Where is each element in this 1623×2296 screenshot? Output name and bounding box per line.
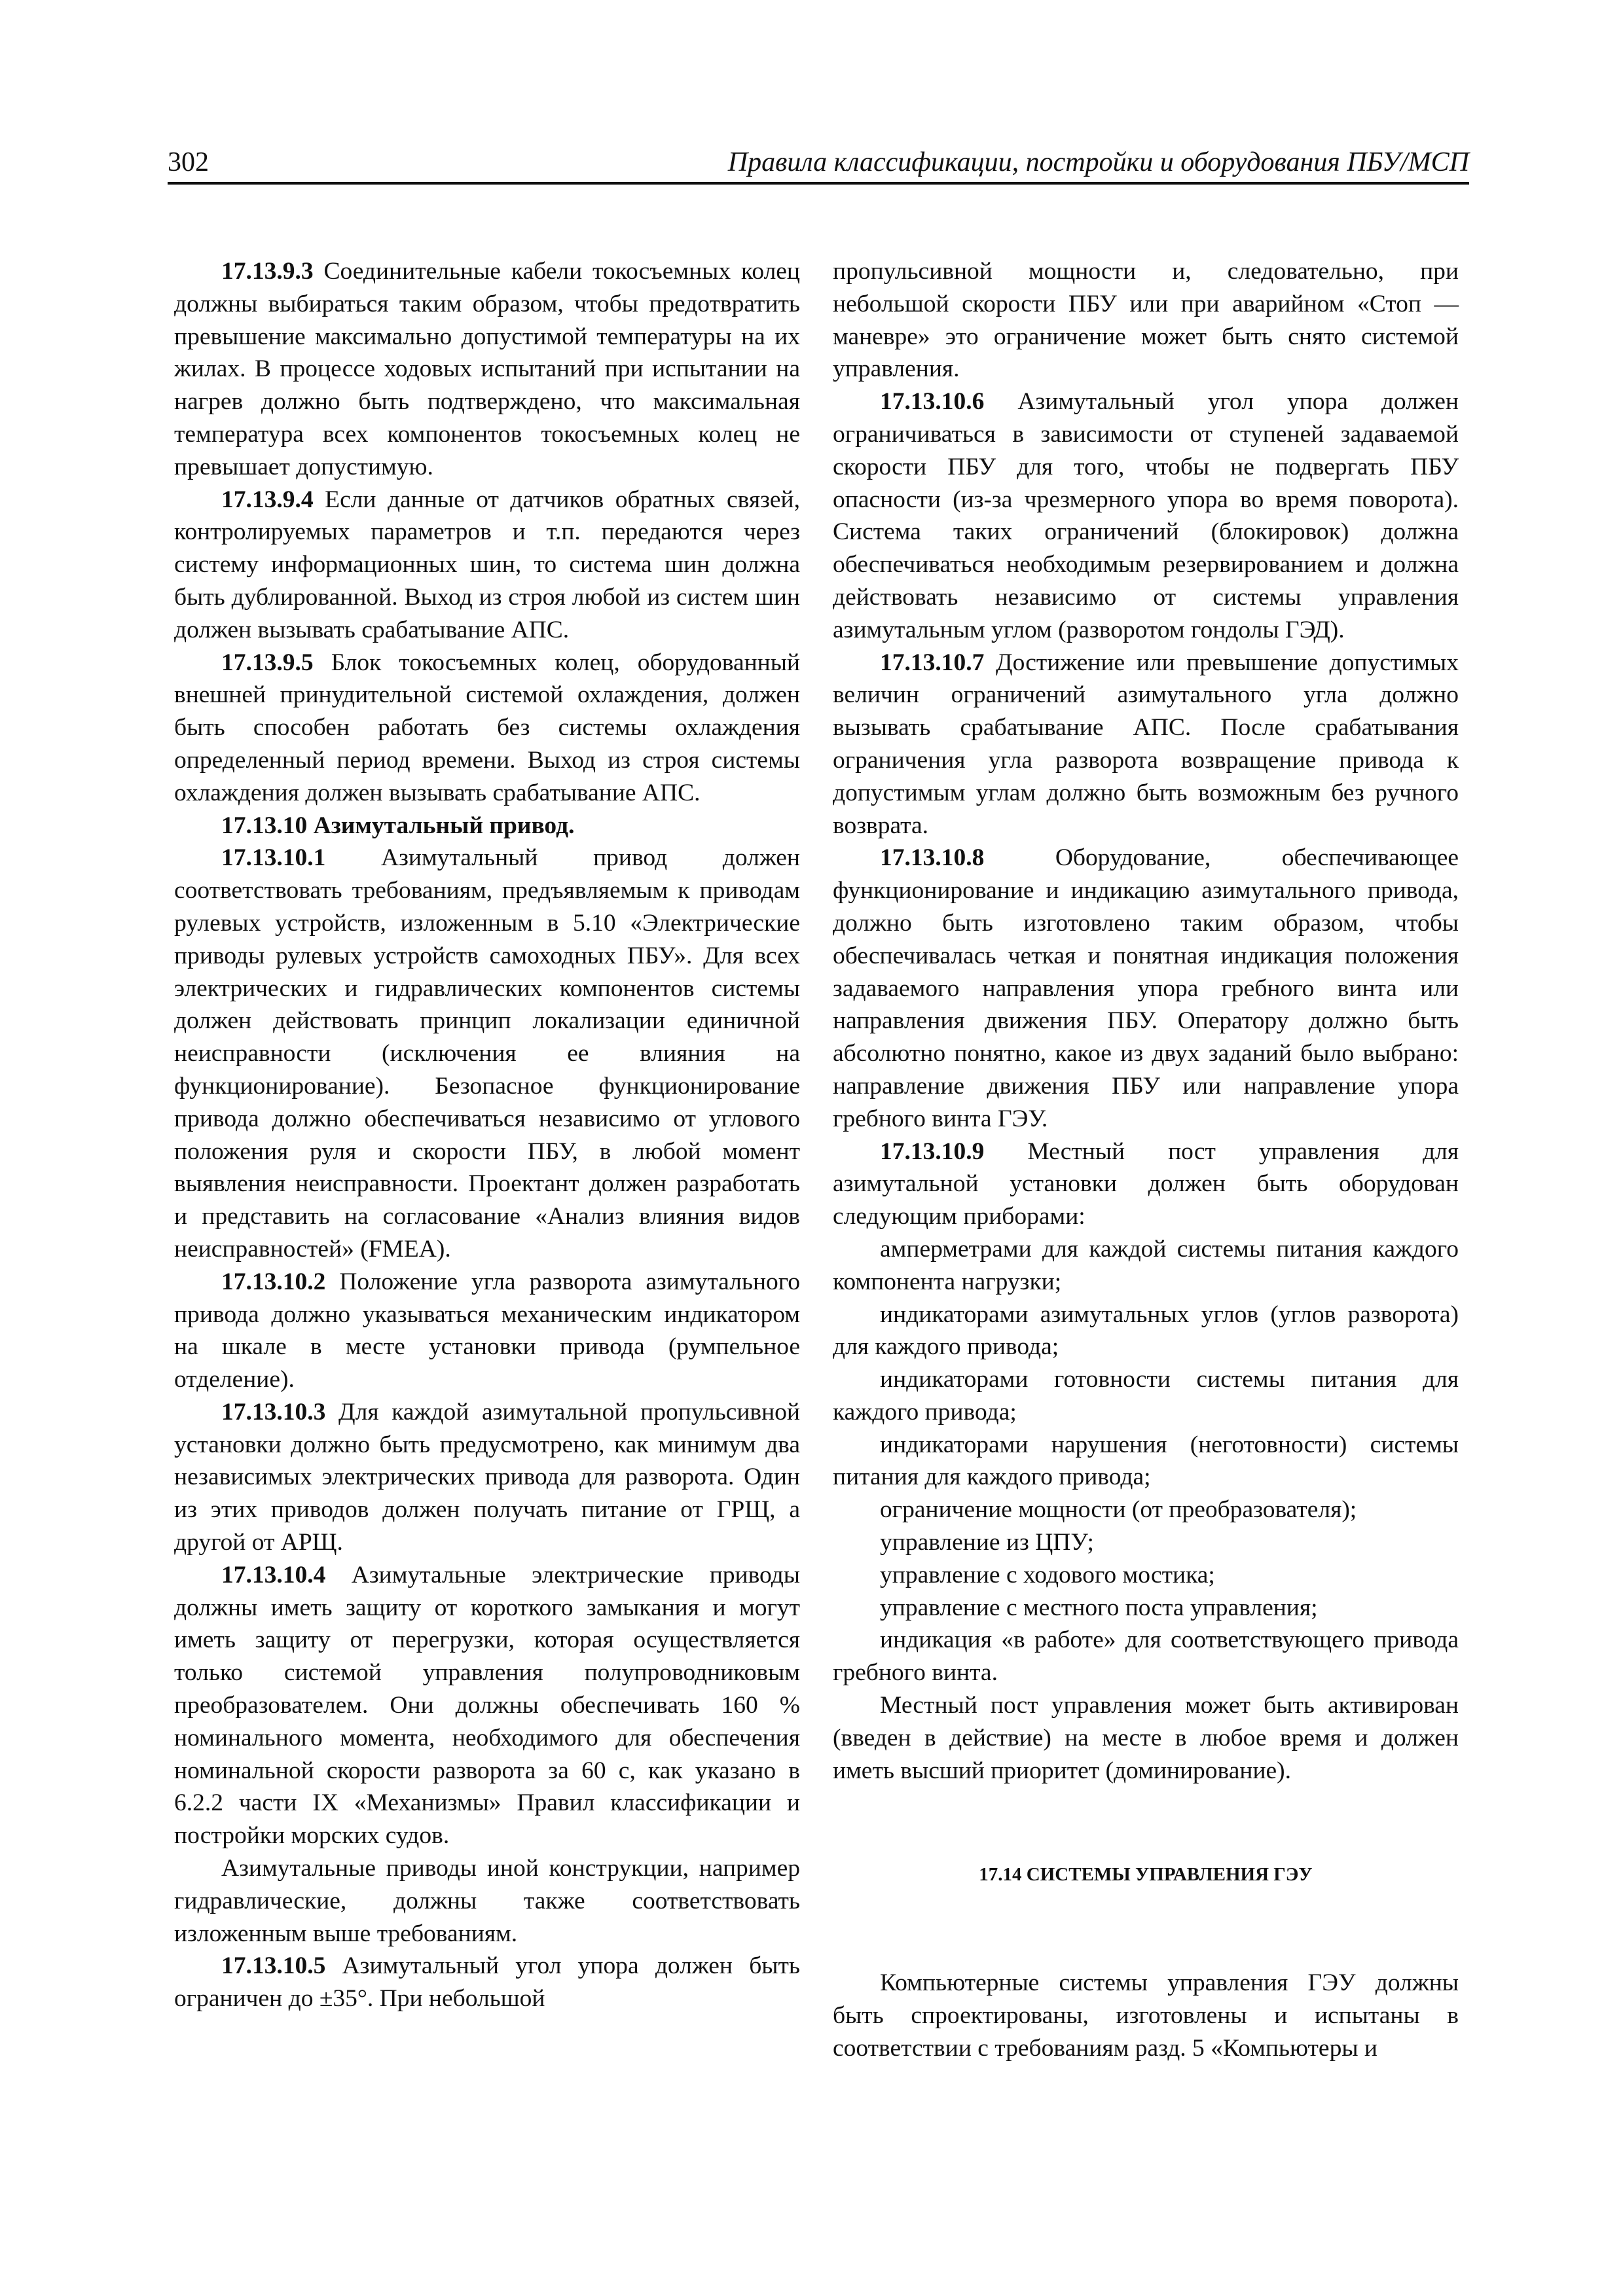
clause-number: 17.13.10.9: [880, 1138, 985, 1165]
clause-number: 17.13.10.6: [880, 388, 985, 416]
paragraph: Местный пост управления может быть активирован (введен в действие) на месте в любое время и должен иметь высший приоритет (доминирование).: [833, 1692, 1459, 1784]
running-title: Правила классификации, постройки и оборудования ПБУ/МСП: [727, 147, 1469, 177]
list-item: управление с местного поста управления;: [880, 1594, 1318, 1621]
page-number: 302: [168, 147, 209, 177]
clause-number: 17.13.10.3: [221, 1398, 326, 1426]
list-item: амперметрами для каждой системы питания каждого компонента нагрузки;: [833, 1235, 1459, 1295]
paragraph: 17.13.10.3 Для каждой азимутальной пропульсивной установки должно быть предусмотрено, как минимум два независимых электрических привода для разворота. Один из этих приводов должен получать питание от ГРЩ, а другой от АРЩ.: [174, 1398, 800, 1556]
paragraph: 17.13.10.2 Положение угла разворота азимутального привода должно указываться механическим индикатором на шкале в месте установки привода (румпельное отделение).: [174, 1268, 800, 1393]
paragraph: 17.13.9.4 Если данные от датчиков обратных связей, контролируемых параметров и т.п. передаются через систему информационных шин, то система шин должна быть дублированной. Выход из строя любой из систем шин должен вызывать срабатывание АПС.: [174, 486, 800, 643]
clause-number: 17.13.10.8: [880, 844, 985, 872]
paragraph: 17.13.9.3 Соединительные кабели токосъемных колец должны выбираться таким образом, чтобы предотвратить превышение максимально допустимой температуры на их жилах. В процессе ходовых испытаний при испытании на нагрев должно быть подтверждено, что максимальная температура всех компонентов токосъемных колец не превышает допустимую.: [174, 258, 800, 480]
list-item: индикаторами готовности системы питания для каждого привода;: [833, 1366, 1459, 1426]
clause-number: 17.13.10.4: [221, 1561, 326, 1588]
clause-number: 17.13.10.2: [221, 1268, 326, 1295]
clause-number: 17.13.10.7: [880, 649, 985, 676]
clause-number: 17.13.10.5: [221, 1952, 326, 1980]
paragraph: 17.13.10.4 Азимутальные электрические приводы должны иметь защиту от короткого замыкания и могут иметь защиту от перегрузки, которая осуществляется только системой управления полупроводниковым преобразователем. Они должны обеспечивать 160 % номинального момента, необходимого для обеспечения номинальной скорости разворота за 60 с, как указано в 6.2.2 части IX «Механизмы» Правил классификации и постройки морских судов.: [174, 1561, 800, 1850]
clause-number: 17.13.9.3: [221, 258, 314, 285]
list-item: индикация «в работе» для соответствующего привода гребного винта.: [833, 1626, 1459, 1687]
paragraph: 17.13.10.7 Достижение или превышение допустимых величин ограничений азимутального угла должно вызывать срабатывание АПС. После срабатывания ограничения угла разворота возвращение привода к допустимым углам должно быть возможным без ручного возврата.: [833, 649, 1459, 839]
paragraph: 17.13.10.5 Азимутальный угол упора должен быть ограничен до ±35°. При небольшой: [174, 1952, 800, 2013]
clause-number: 17.13.9.5: [221, 649, 314, 676]
paragraph: Компьютерные системы управления ГЭУ должны быть спроектированы, изготовлены и испытаны в соответствии с требованиям разд. 5 «Компьютеры и: [833, 1969, 1459, 2062]
paragraph: Азимутальные приводы иной конструкции, например гидравлические, должны также соответствовать изложенным выше требованиям.: [174, 1855, 800, 1947]
paragraph: пропульсивной мощности и, следовательно, при небольшой скорости ПБУ или при аварийном «Стоп — маневре» это ограничение может быть снято системой управления.: [833, 258, 1459, 383]
clause-number: 17.13.10.1: [221, 844, 326, 872]
paragraph: 17.13.9.5 Блок токосъемных колец, оборудованный внешней принудительной системой охлаждения, должен быть способен работать без системы охлаждения определенный период времени. Выход из строя системы охлаждения должен вызывать срабатывание АПС.: [174, 649, 800, 806]
subsection-heading: 17.13.10 Азимутальный привод.: [221, 812, 575, 839]
list-item: индикаторами азимутальных углов (углов разворота) для каждого привода;: [833, 1300, 1459, 1361]
page-header: [168, 143, 1469, 185]
list-item: индикаторами нарушения (неготовности) системы питания для каждого привода;: [833, 1431, 1459, 1491]
list-item: управление из ЦПУ;: [880, 1529, 1094, 1556]
paragraph: 17.13.10.6 Азимутальный угол упора должен ограничиваться в зависимости от ступеней задаваемой скорости ПБУ для того, чтобы не подвергать ПБУ опасности (из-за чрезмерного упора во время поворота). Система таких ограничений (блокировок) должна обеспечиваться необходимым резервированием и должна действовать независимо от системы управления азимутальным углом (разворотом гондолы ГЭД).: [833, 388, 1459, 643]
list-item: управление с ходового мостика;: [880, 1561, 1215, 1588]
left-column: [174, 255, 800, 2015]
section-heading: 17.14 СИСТЕМЫ УПРАВЛЕНИЯ ГЭУ: [979, 1864, 1313, 1886]
paragraph: 17.13.10.1 Азимутальный привод должен соответствовать требованиям, предъявляемым к приводам рулевых устройств, изложенным в 5.10 «Электрические приводы рулевых устройств самоходных ПБУ». Для всех электрических и гидравлических компонентов системы должен действовать принцип локализации единичной неисправности (исключения ее влияния на функционирование). Безопасное функционирование привода должно обеспечиваться независимо от углового положения руля и скорости ПБУ, в любой момент выявления неисправности. Проектант должен разработать и представить на согласование «Анализ влияния видов неисправностей» (FMEA).: [174, 844, 800, 1263]
list-item: ограничение мощности (от преобразователя);: [880, 1496, 1357, 1524]
paragraph: 17.13.10.9 Местный пост управления для азимутальной установки должен быть оборудован следующим приборами:: [833, 1138, 1459, 1230]
right-column: [833, 255, 1459, 2065]
clause-number: 17.13.9.4: [221, 486, 314, 513]
paragraph: 17.13.10.8 Оборудование, обеспечивающее функционирование и индикацию азимутального привода, должно быть изготовлено таким образом, чтобы обеспечивалась четкая и понятная индикация положения задаваемого направления упора гребного винта или направления движения ПБУ. Оператору должно быть абсолютно понятно, какое из двух заданий было выбрано: направление движения ПБУ или направление упора гребного винта ГЭУ.: [833, 844, 1459, 1132]
